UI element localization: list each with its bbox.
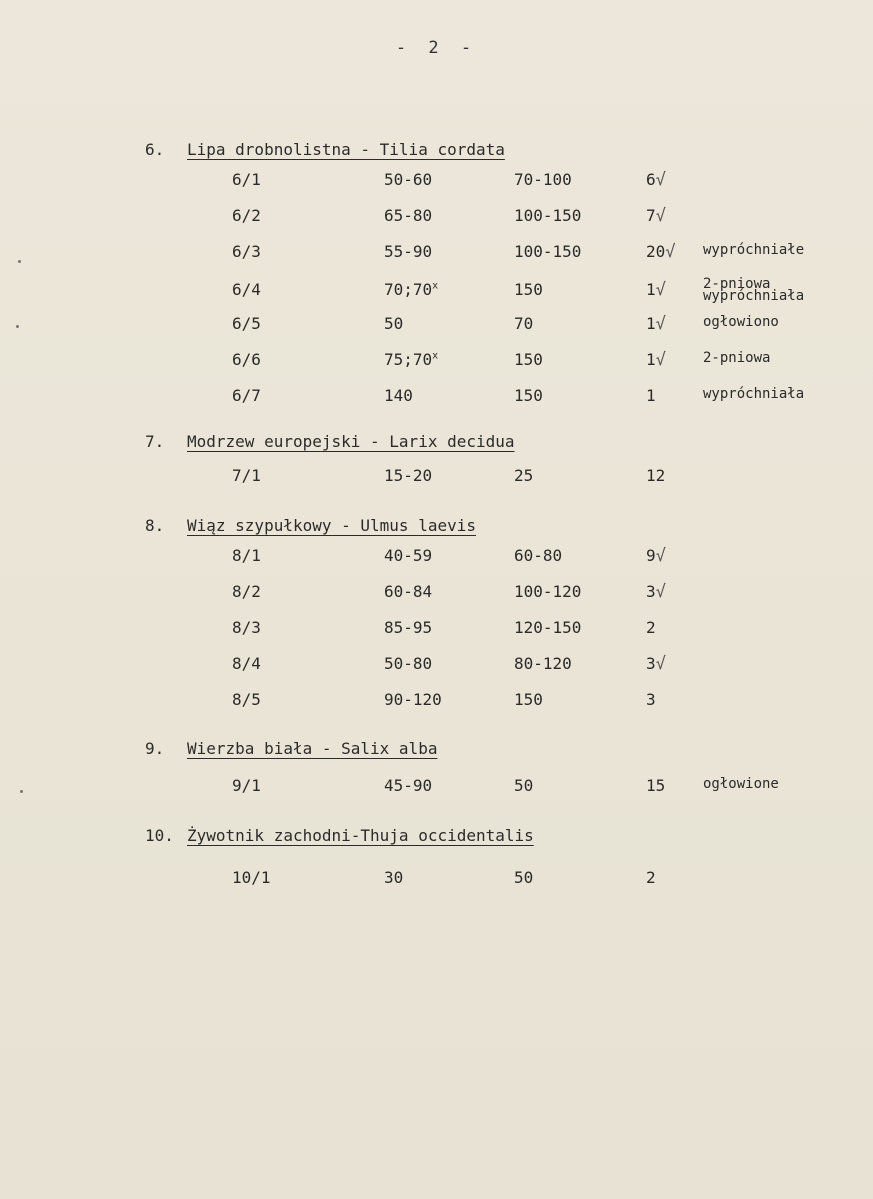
diameter-value: 65-80 (384, 206, 433, 225)
section-heading (145, 432, 515, 451)
section-heading (145, 140, 505, 159)
trunk-diameter (384, 314, 403, 333)
section-number: 6. (145, 140, 165, 159)
diameter-value: 90-120 (384, 690, 442, 709)
tree-id: 6/6 (232, 350, 261, 369)
checkmark-icon: √ (655, 206, 666, 226)
tree-count (646, 776, 665, 795)
trunk-diameter (384, 466, 432, 485)
tree-count (646, 170, 666, 190)
section-number: 10. (145, 826, 174, 845)
trunk-diameter (384, 170, 432, 189)
checkmark-icon: √ (655, 280, 666, 300)
count-value: 3 (646, 690, 656, 709)
remark: 2-pniowa (703, 350, 771, 366)
count-value: 9 (646, 546, 656, 565)
tree-height: 150 (514, 350, 543, 369)
diameter-mark: x (432, 350, 439, 362)
trunk-diameter (384, 350, 438, 369)
count-value: 2 (646, 618, 656, 637)
tree-height: 60-80 (514, 546, 563, 565)
paper-speck (18, 260, 21, 263)
section-title: Lipa drobnolistna - Tilia cordata (187, 140, 505, 159)
trunk-diameter (384, 618, 432, 637)
count-value: 3 (646, 654, 656, 673)
diameter-value: 55-90 (384, 242, 433, 261)
trunk-diameter (384, 386, 413, 405)
section-title: Wiąz szypułkowy - Ulmus laevis (187, 516, 476, 535)
section-title: Żywotnik zachodni-Thuja occidentalis (187, 826, 534, 845)
tree-count (646, 546, 666, 566)
count-value: 1 (646, 314, 656, 333)
tree-id: 8/4 (232, 654, 261, 673)
count-value: 1 (646, 386, 656, 405)
checkmark-icon: √ (655, 314, 666, 334)
trunk-diameter (384, 546, 432, 565)
section-heading (145, 516, 476, 535)
tree-height: 100-150 (514, 206, 582, 225)
tree-id: 6/3 (232, 242, 261, 261)
inventory-row (0, 466, 873, 492)
count-value: 6 (646, 170, 656, 189)
tree-count (646, 654, 666, 674)
tree-height: 50 (514, 868, 534, 887)
inventory-row (0, 276, 873, 306)
checkmark-icon: √ (655, 350, 666, 370)
inventory-row (0, 582, 873, 608)
tree-id: 6/1 (232, 170, 261, 189)
paper-speck (20, 790, 23, 793)
diameter-value: 75;70 (384, 350, 433, 369)
remark: ogłowiono (703, 314, 779, 330)
checkmark-icon: √ (665, 242, 676, 262)
tree-id: 6/5 (232, 314, 261, 333)
inventory-row (0, 314, 873, 340)
section-number: 8. (145, 516, 165, 535)
tree-count (646, 280, 666, 300)
remark: 2-pniowa wypróchniała (703, 276, 805, 304)
tree-count (646, 242, 676, 262)
tree-count (646, 618, 656, 637)
count-value: 2 (646, 868, 656, 887)
section-number: 7. (145, 432, 165, 451)
trunk-diameter (384, 690, 442, 709)
diameter-value: 140 (384, 386, 413, 405)
tree-height: 80-120 (514, 654, 572, 673)
tree-count (646, 690, 656, 709)
checkmark-icon: √ (655, 582, 666, 602)
tree-count (646, 386, 656, 405)
tree-height: 150 (514, 690, 543, 709)
remark: ogłowione (703, 776, 779, 792)
inventory-row (0, 690, 873, 716)
diameter-value: 45-90 (384, 776, 433, 795)
diameter-value: 70;70 (384, 280, 433, 299)
paper-speck (16, 325, 19, 328)
tree-id: 6/2 (232, 206, 261, 225)
count-value: 15 (646, 776, 666, 795)
tree-height: 120-150 (514, 618, 582, 637)
inventory-row (0, 776, 873, 802)
checkmark-icon: √ (655, 546, 666, 566)
section-title: Modrzew europejski - Larix decidua (187, 432, 515, 451)
tree-count (646, 206, 666, 226)
trunk-diameter (384, 654, 432, 673)
tree-count (646, 868, 656, 887)
count-value: 20 (646, 242, 666, 261)
section-number: 9. (145, 739, 165, 758)
diameter-value: 50 (384, 314, 404, 333)
section-heading (145, 826, 534, 845)
trunk-diameter (384, 280, 438, 299)
tree-count (646, 314, 666, 334)
tree-id: 8/5 (232, 690, 261, 709)
inventory-row (0, 868, 873, 894)
count-value: 3 (646, 582, 656, 601)
trunk-diameter (384, 776, 432, 795)
inventory-row (0, 206, 873, 232)
inventory-row (0, 386, 873, 412)
tree-height: 150 (514, 280, 543, 299)
tree-height: 70-100 (514, 170, 572, 189)
tree-height: 100-150 (514, 242, 582, 261)
inventory-row (0, 654, 873, 680)
page-number: - 2 - (395, 38, 478, 58)
tree-height: 50 (514, 776, 534, 795)
tree-id: 8/2 (232, 582, 261, 601)
count-value: 7 (646, 206, 656, 225)
tree-count (646, 350, 666, 370)
inventory-row (0, 350, 873, 376)
tree-height: 70 (514, 314, 534, 333)
tree-id: 6/7 (232, 386, 261, 405)
checkmark-icon: √ (655, 654, 666, 674)
tree-height: 100-120 (514, 582, 582, 601)
diameter-value: 40-59 (384, 546, 433, 565)
remark: wypróchniała (703, 386, 805, 402)
inventory-row (0, 242, 873, 268)
checkmark-icon: √ (655, 170, 666, 190)
diameter-value: 85-95 (384, 618, 433, 637)
tree-id: 8/3 (232, 618, 261, 637)
trunk-diameter (384, 242, 432, 261)
count-value: 1 (646, 350, 656, 369)
tree-count (646, 466, 665, 485)
tree-height: 25 (514, 466, 534, 485)
diameter-value: 60-84 (384, 582, 433, 601)
inventory-row (0, 546, 873, 572)
tree-id: 7/1 (232, 466, 261, 485)
diameter-value: 50-60 (384, 170, 433, 189)
tree-id: 10/1 (232, 868, 271, 887)
diameter-value: 30 (384, 868, 404, 887)
tree-count (646, 582, 666, 602)
trunk-diameter (384, 582, 432, 601)
diameter-value: 50-80 (384, 654, 433, 673)
inventory-row (0, 170, 873, 196)
section-title: Wierzba biała - Salix alba (187, 739, 438, 758)
diameter-mark: x (432, 280, 439, 292)
tree-id: 9/1 (232, 776, 261, 795)
tree-height: 150 (514, 386, 543, 405)
trunk-diameter (384, 206, 432, 225)
count-value: 12 (646, 466, 666, 485)
trunk-diameter (384, 868, 403, 887)
inventory-row (0, 618, 873, 644)
diameter-value: 15-20 (384, 466, 433, 485)
count-value: 1 (646, 280, 656, 299)
tree-id: 6/4 (232, 280, 261, 299)
tree-id: 8/1 (232, 546, 261, 565)
remark: wypróchniałe (703, 242, 805, 258)
section-heading (145, 739, 437, 758)
